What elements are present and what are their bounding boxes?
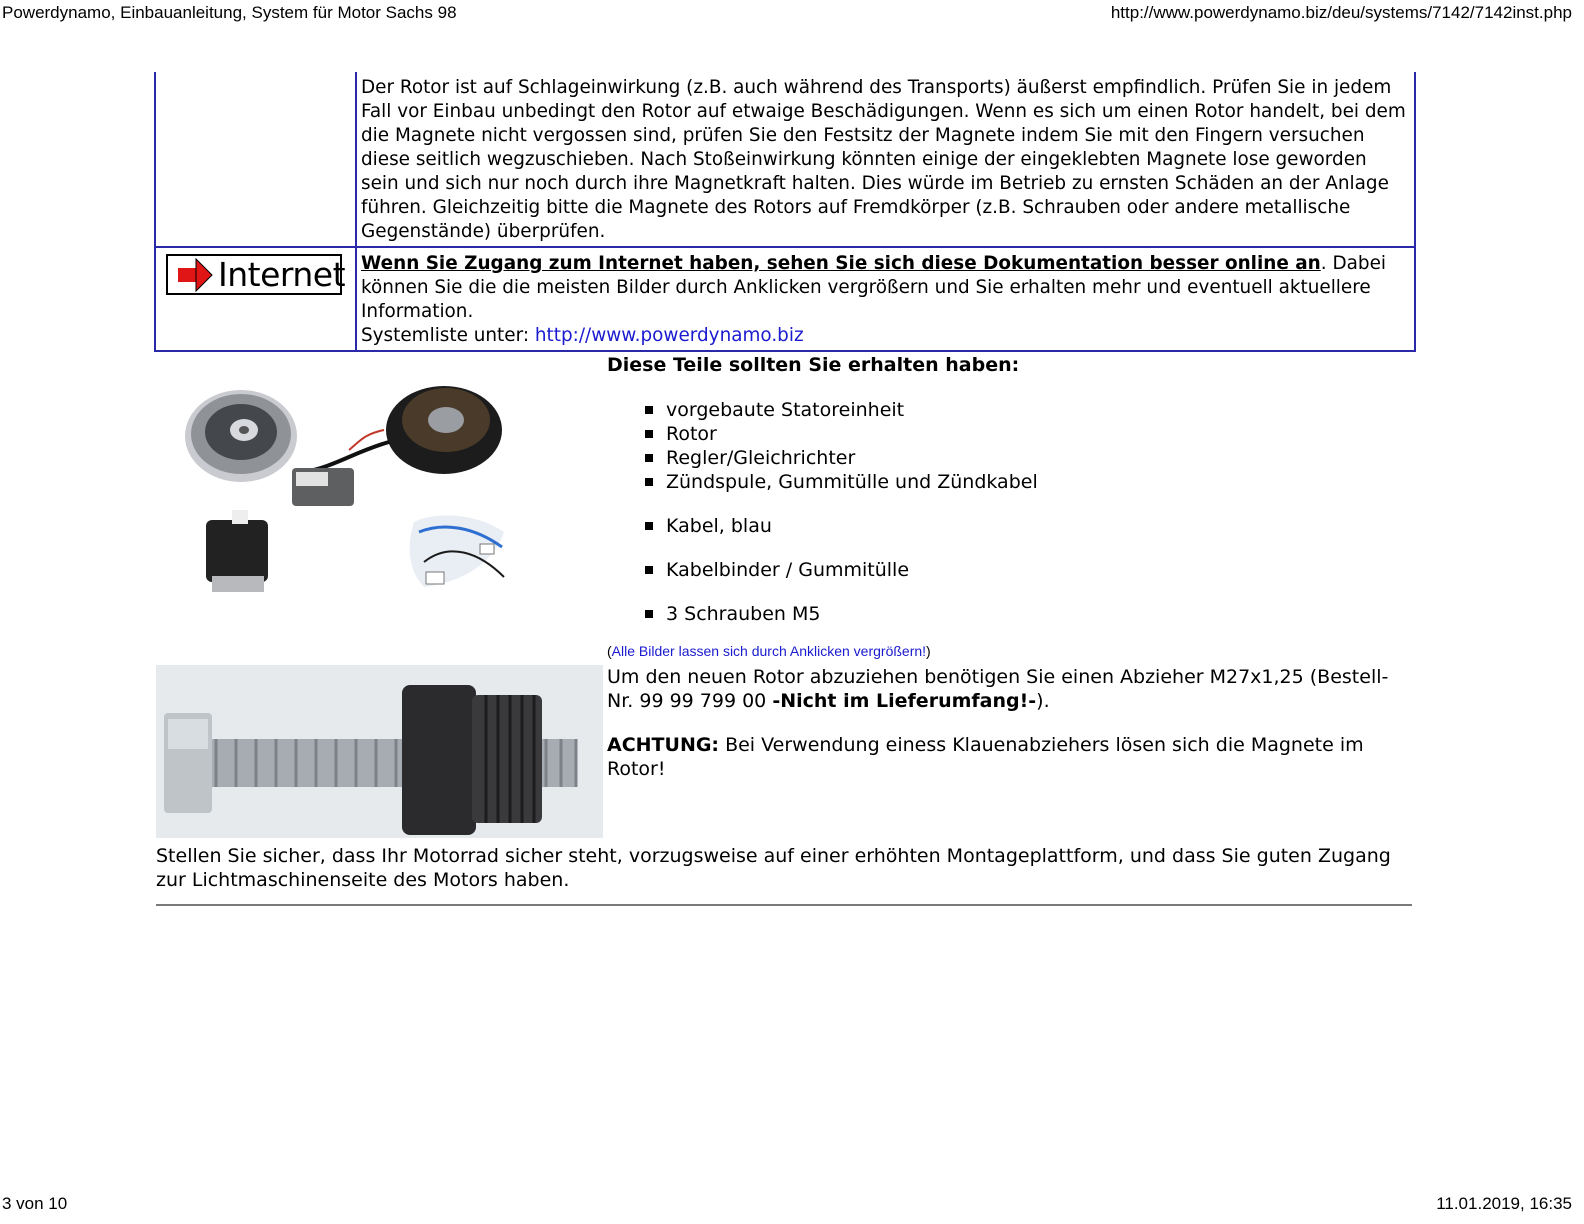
internet-badge[interactable] <box>166 254 346 295</box>
enlarge-images-link[interactable]: Alle Bilder lassen sich durch Anklicken vergrößern! <box>611 643 927 659</box>
list-item: Rotor <box>645 422 1038 446</box>
rotor-puller-paragraph <box>607 665 1407 713</box>
warning-label: ACHTUNG: <box>607 734 720 756</box>
caption-open-paren: ( <box>607 643 612 659</box>
parts-heading: Diese Teile sollten Sie erhalten haben: <box>607 354 1020 376</box>
internet-badge-cell <box>155 247 356 351</box>
rotor-warning-text: Der Rotor ist auf Schlageinwirkung (z.B. auch während des Transports) äußerst empfindlich. Prüfen Sie in jedem Fall vor Einbau unbedingt den Rotor auf etwaige Beschädigungen. Wenn es sich um einen Rotor handelt, bei dem die Magnete nicht vergossen sind, prüfen Sie den Festsitz der Magnete indem Sie mit den Fingern versuchen diese seitlich wegzuschieben. Nach Stoßeinwirkung könnten einige der eingeklebten Magnete lose geworden sein und sich nur noch durch ihre Magnetkraft halten. Dies würde im Betrieb zu ernsten Schäden an der Anlage führen. Gleichzeitig bitte die Magnete des Rotors auf Fremdkörper (z.B. Schrauben oder andere metallische Gegenstände) überprüfen. <box>356 72 1415 247</box>
red-arrow-icon <box>176 257 214 293</box>
horizontal-divider <box>156 904 1412 906</box>
warning-text: Bei Verwendung einess Klauenabziehers lösen sich die Magnete im Rotor! <box>607 734 1364 780</box>
systemlist-link[interactable]: http://www.powerdynamo.biz <box>534 325 804 346</box>
list-item: Kabelbinder / Gummitülle <box>645 558 1038 582</box>
internet-badge-label: Internet <box>218 254 346 294</box>
parts-list <box>645 398 1038 626</box>
online-info-cell <box>356 247 1415 351</box>
list-item: vorgebaute Statoreinheit <box>645 398 1038 422</box>
online-documentation-link[interactable]: Wenn Sie Zugang zum Internet haben, sehen Sie sich diese Dokumentation besser online an <box>361 253 1321 274</box>
print-footer-datetime: 11.01.2019, 16:35 <box>1436 1194 1572 1213</box>
rotor-puller-photo[interactable] <box>156 665 603 838</box>
not-included-note: -Nicht im Lieferumfang!- <box>772 690 1037 712</box>
image-caption <box>607 643 931 659</box>
rotor-puller-text <box>607 665 1407 801</box>
systemlist-label: Systemliste unter: <box>361 325 535 346</box>
online-link-tail: . <box>1320 253 1327 274</box>
rotor-puller-sentence-end: ). <box>1036 690 1050 712</box>
notice-empty-cell <box>155 72 356 247</box>
print-header-title: Powerdynamo, Einbauanleitung, System für Motor Sachs 98 <box>2 3 457 22</box>
claw-puller-warning <box>607 733 1407 781</box>
print-header-url: http://www.powerdynamo.biz/deu/systems/7142/7142inst.php <box>1110 3 1572 22</box>
list-item: Regler/Gleichrichter <box>645 446 1038 470</box>
print-footer-page: 3 von 10 <box>2 1194 68 1213</box>
preparation-text: Stellen Sie sicher, dass Ihr Motorrad sicher steht, vorzugsweise auf einer erhöhten Montageplattform, und dass Sie guten Zugang zur Lichtmaschinenseite des Motors haben. <box>156 845 1391 891</box>
online-info-text: Dabei können Sie die die meisten Bilder durch Anklicken vergrößern und Sie erhalten mehr und eventuell aktuellere Information. <box>361 253 1387 322</box>
parts-photo[interactable] <box>184 372 534 612</box>
rotor-puller-sentence: Um den neuen Rotor abzuziehen benötigen Sie einen Abzieher M27x1,25 (Bestell-Nr. 99 99 799 00 <box>607 666 1389 712</box>
list-item: Kabel, blau <box>645 514 1038 538</box>
list-item: 3 Schrauben M5 <box>645 602 1038 626</box>
list-item: Zündspule, Gummitülle und Zündkabel <box>645 470 1038 494</box>
notice-table <box>154 72 1416 352</box>
caption-close-paren: ) <box>926 643 931 659</box>
